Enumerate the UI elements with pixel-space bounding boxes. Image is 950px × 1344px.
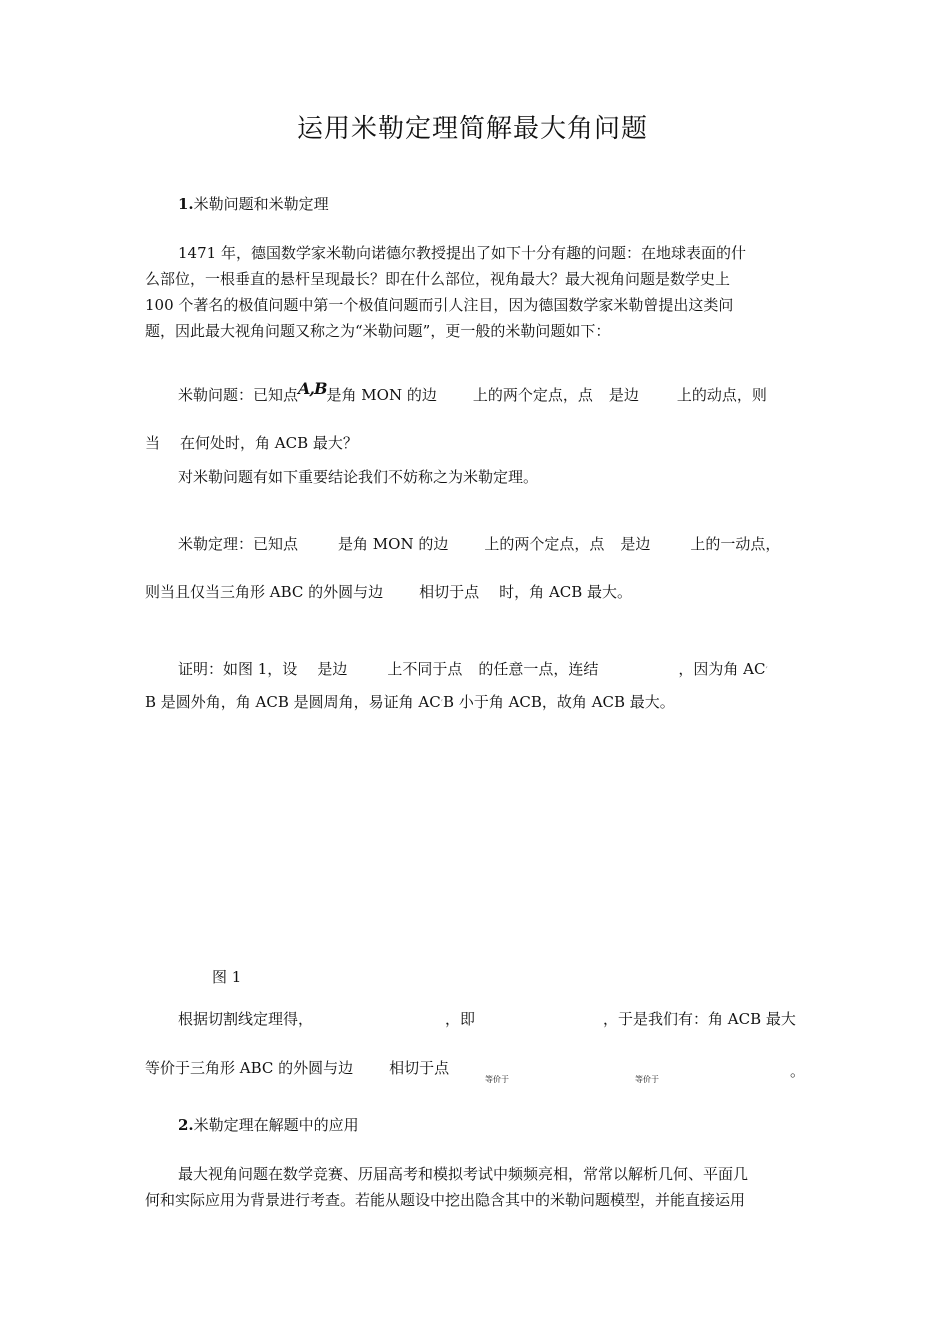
intro-line-2: 么部位，一根垂直的悬杆呈现最长？即在什么部位，视角最大？最大视角问题是数学史上 bbox=[145, 270, 731, 288]
section-title: 米勒问题和米勒定理 bbox=[193, 195, 329, 213]
theorem-text-line2a: 则当且仅当三角形 ABC 的外圆与边 bbox=[145, 583, 384, 601]
section-heading-1 bbox=[178, 195, 329, 213]
problem-text-line2a: 当 bbox=[145, 434, 161, 452]
theorem-text-line2c: 时，角 ACB 最大。 bbox=[499, 583, 633, 601]
tangent-text-a: 根据切割线定理得， bbox=[178, 1010, 314, 1028]
tangent-end-mark: 。 bbox=[790, 1062, 806, 1080]
tangent-text-line2a: 等价于三角形 ABC 的外圆与边 bbox=[145, 1059, 354, 1077]
problem-text-line2b: 在何处时，角 ACB 最大？ bbox=[180, 434, 358, 452]
problem-text-d: 是边 bbox=[608, 386, 639, 404]
intro-line-3: 100 个著名的极值问题中第一个极值问题而引人注目，因为德国数学家米勒曾提出这类问 bbox=[145, 296, 734, 314]
problem-text-c: 上的两个定点，点 bbox=[472, 386, 593, 404]
proof-text-d: 的任意一点，连结 bbox=[478, 660, 599, 678]
tangent-line-2 bbox=[145, 1059, 449, 1077]
section-heading-2 bbox=[178, 1116, 359, 1134]
tangent-line-1 bbox=[178, 1010, 796, 1028]
intro-line-4: 题，因此最大视角问题又称之为“米勒问题”，更一般的米勒问题如下： bbox=[145, 322, 611, 340]
tangent-text-line2b: 相切于点 bbox=[389, 1059, 450, 1077]
equivalent-label-1: 等价于 bbox=[485, 1075, 509, 1084]
proof-text-b: 是边 bbox=[317, 660, 348, 678]
problem-line-1 bbox=[178, 379, 767, 404]
theorem-text-c: 上的两个定点，点 bbox=[484, 535, 605, 553]
problem-text-a: 米勒问题：已知点 bbox=[178, 386, 299, 404]
equivalent-label-2: 等价于 bbox=[635, 1075, 659, 1084]
proof-text-line2b: B 小于角 ACB，故角 ACB 最大。 bbox=[443, 693, 675, 711]
section-title: 米勒定理在解题中的应用 bbox=[193, 1116, 359, 1134]
remark-paragraph: 对米勒问题有如下重要结论我们不妨称之为米勒定理。 bbox=[178, 468, 539, 486]
theorem-text-e: 上的一动点， bbox=[690, 535, 781, 553]
application-line-1: 最大视角问题在数学竞赛、历届高考和模拟考试中频频亮相，常常以解析几何、平面几 bbox=[178, 1165, 749, 1183]
theorem-text-line2b: 相切于点 bbox=[419, 583, 480, 601]
section-number: 1. bbox=[178, 195, 194, 213]
proof-line-1: 证明：如图 1，设 是边 上不同于点 的任意一点，连结 ，因为角 AC′ bbox=[178, 660, 768, 678]
section-number: 2. bbox=[178, 1116, 194, 1134]
application-line-2: 何和实际应用为背景进行考查。若能从题设中挖出隐含其中的米勒问题模型，并能直接运用 bbox=[145, 1191, 746, 1209]
proof-text-line2: B 是圆外角，角 ACB 是圆周角，易证角 AC bbox=[145, 693, 441, 711]
figure-caption: 图 1 bbox=[212, 968, 242, 986]
theorem-line-2 bbox=[145, 583, 632, 601]
tangent-text-c: ，于是我们有：角 ACB 最大 bbox=[603, 1010, 796, 1028]
theorem-text-d: 是边 bbox=[620, 535, 651, 553]
page-title: 运用米勒定理简解最大角问题 bbox=[297, 114, 649, 144]
theorem-text-b: 是角 MON 的边 bbox=[338, 535, 449, 553]
theorem-line-1 bbox=[178, 535, 780, 553]
tangent-text-b: ，即 bbox=[445, 1010, 476, 1028]
proof-line-2: B 是圆外角，角 ACB 是圆周角，易证角 AC′B 小于角 ACB，故角 ACB 最大。 bbox=[145, 693, 675, 711]
proof-text-e: ，因为角 AC bbox=[678, 660, 766, 678]
proof-text-a: 证明：如图 1，设 bbox=[178, 660, 298, 678]
problem-line-2 bbox=[145, 434, 358, 452]
problem-text-e: 上的动点，则 bbox=[676, 386, 767, 404]
problem-text-b: 是角 MON 的边 bbox=[326, 386, 437, 404]
intro-line-1: 1471 年，德国数学家米勒向诺德尔教授提出了如下十分有趣的问题：在地球表面的什 bbox=[178, 244, 746, 262]
points-ab-formula: A,B bbox=[298, 379, 327, 398]
proof-text-c: 上不同于点 bbox=[387, 660, 463, 678]
theorem-text-a: 米勒定理：已知点 bbox=[178, 535, 299, 553]
